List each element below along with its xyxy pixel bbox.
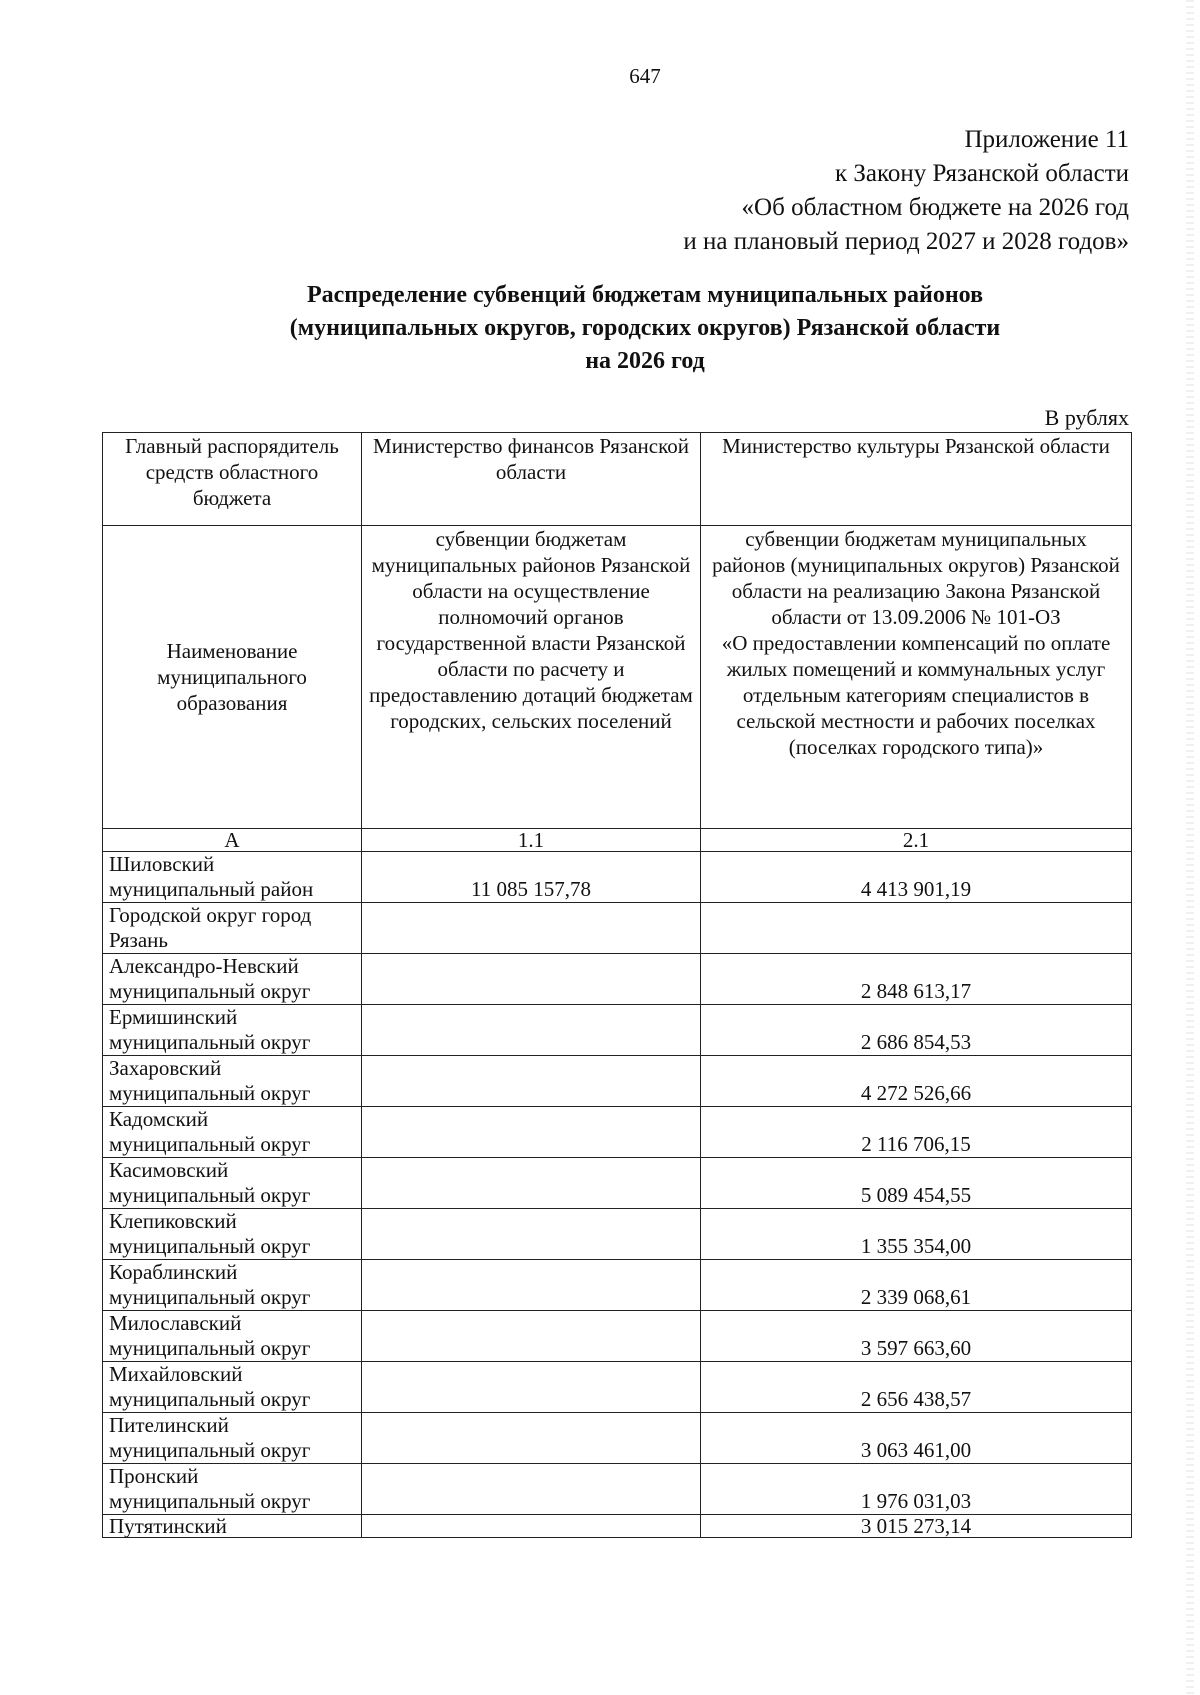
appendix-line-1: Приложение 11 [964,126,1129,153]
name-line-1: Кадомский [109,1107,209,1131]
title-line-3: на 2026 год [585,348,705,374]
finance-value [362,1311,701,1362]
municipality-name [103,1158,362,1209]
name-line-2: муниципальный округ [109,1387,311,1411]
table-row [103,1158,1132,1209]
municipality-name: Путятинский [103,1515,362,1538]
header-finance-ministry: Министерство финансов Рязанской области [362,433,701,526]
table-row [103,852,1132,903]
culture-value: 3 015 273,14 [701,1515,1132,1538]
table-row [103,954,1132,1005]
culture-value: 2 848 613,17 [701,954,1132,1005]
finance-value [362,1005,701,1056]
table-row [103,1413,1132,1464]
column-codes-row [103,829,1132,852]
municipality-name [103,1260,362,1311]
appendix-reference [683,123,1129,259]
municipality-name [103,852,362,903]
name-line-1: Михайловский [109,1362,243,1386]
document-title [0,279,1200,378]
name-line-2: муниципальный округ [109,1285,311,1309]
municipality-name [103,1209,362,1260]
units-note: В рублях [1044,405,1129,430]
table-row [103,1260,1132,1311]
municipality-name [103,1464,362,1515]
subvention-table [102,432,1132,1538]
appendix-line-3: «Об областном бюджете на 2026 год [741,194,1129,221]
header-finance-subvention: субвенции бюджетам муниципальных районов Рязанской области на осуществление полномочий органов государственной власти Рязанской области по расчету и предоставлению дотаций бюджетам городских, сельских поселений [362,526,701,829]
finance-value: 11 085 157,78 [362,852,701,903]
finance-value [362,1209,701,1260]
name-line-2: муниципальный район [109,877,314,901]
culture-value: 2 686 854,53 [701,1005,1132,1056]
culture-value: 3 063 461,00 [701,1413,1132,1464]
name-line-1: Кораблинский [109,1260,238,1284]
finance-value [362,1056,701,1107]
municipality-name [103,903,362,954]
municipality-name [103,1413,362,1464]
appendix-line-2: к Закону Рязанской области [835,160,1129,187]
name-line-2: муниципальный округ [109,1030,311,1054]
finance-value [362,1362,701,1413]
header-culture-subvention [701,526,1132,829]
appendix-line-4: и на плановый период 2027 и 2028 годов» [683,228,1129,255]
finance-value [362,1464,701,1515]
culture-value: 2 656 438,57 [701,1362,1132,1413]
table-row [103,1107,1132,1158]
table-row [103,1515,1132,1538]
header-main-distributor: Главный распорядитель средств областного бюджета [103,433,362,526]
name-line-2: Рязань [109,928,168,952]
header-row-descriptions [103,526,1132,829]
finance-value [362,1515,701,1538]
culture-value: 2 116 706,15 [701,1107,1132,1158]
culture-value: 1 355 354,00 [701,1209,1132,1260]
municipality-name [103,1056,362,1107]
name-line-2: муниципальный округ [109,1183,311,1207]
name-line-1: Милославский [109,1311,242,1335]
name-line-2: муниципальный округ [109,1336,311,1360]
municipality-name [103,1107,362,1158]
name-line-1: Пителинский [109,1413,229,1437]
table-row [103,1362,1132,1413]
name-line-2: муниципальный округ [109,1132,311,1156]
table-row [103,1056,1132,1107]
finance-value [362,903,701,954]
code-col-b: 1.1 [362,829,701,852]
header-culture-subvention-part2: «О предоставлении компенсаций по оплате жилых помещений и коммунальных услуг отдельным категориям специалистов в сельской местности и рабочих поселках (поселках городского типа)» [721,631,1111,759]
table-row [103,1209,1132,1260]
culture-value: 1 976 031,03 [701,1464,1132,1515]
name-line-1: Захаровский [109,1056,222,1080]
name-line-1: Ермишинский [109,1005,238,1029]
header-culture-ministry: Министерство культуры Рязанской области [701,433,1132,526]
culture-value: 2 339 068,61 [701,1260,1132,1311]
name-line-2: муниципальный округ [109,979,311,1003]
code-col-c: 2.1 [701,829,1132,852]
name-line-1: Пронский [109,1464,199,1488]
table-row [103,1005,1132,1056]
title-line-2: (муниципальных округов, городских округов) Рязанской области [289,315,1001,341]
header-municipality-name: Наименование муниципального образования [103,526,362,829]
header-culture-subvention-part1: субвенции бюджетам муниципальных районов (муниципальных округов) Рязанской области на реализацию Закона Рязанской области от 13.09.2006 № 101-ОЗ [712,527,1120,629]
municipality-name [103,1311,362,1362]
finance-value [362,954,701,1005]
name-line-1: Городской округ город [109,903,312,927]
name-line-1: Александро-Невский [109,954,299,978]
scan-edge-artifact [1186,0,1194,1695]
culture-value [701,903,1132,954]
name-line-1: Касимовский [109,1158,229,1182]
page-number: 647 [629,64,661,88]
table-row [103,1464,1132,1515]
culture-value: 5 089 454,55 [701,1158,1132,1209]
municipality-name [103,1362,362,1413]
municipality-name [103,1005,362,1056]
name-line-2: муниципальный округ [109,1234,311,1258]
culture-value: 4 272 526,66 [701,1056,1132,1107]
title-line-1: Распределение субвенций бюджетам муниципальных районов [306,282,984,308]
finance-value [362,1413,701,1464]
table-row [103,1311,1132,1362]
name-line-2: муниципальный округ [109,1489,311,1513]
culture-value: 4 413 901,19 [701,852,1132,903]
name-line-1: Клепиковский [109,1209,237,1233]
municipality-name [103,954,362,1005]
header-row-distributors [103,433,1132,526]
name-line-2: муниципальный округ [109,1438,311,1462]
code-col-a: А [103,829,362,852]
name-line-2: муниципальный округ [109,1081,311,1105]
table-row [103,903,1132,954]
name-line-1: Шиловский [109,852,215,876]
finance-value [362,1158,701,1209]
finance-value [362,1260,701,1311]
finance-value [362,1107,701,1158]
culture-value: 3 597 663,60 [701,1311,1132,1362]
